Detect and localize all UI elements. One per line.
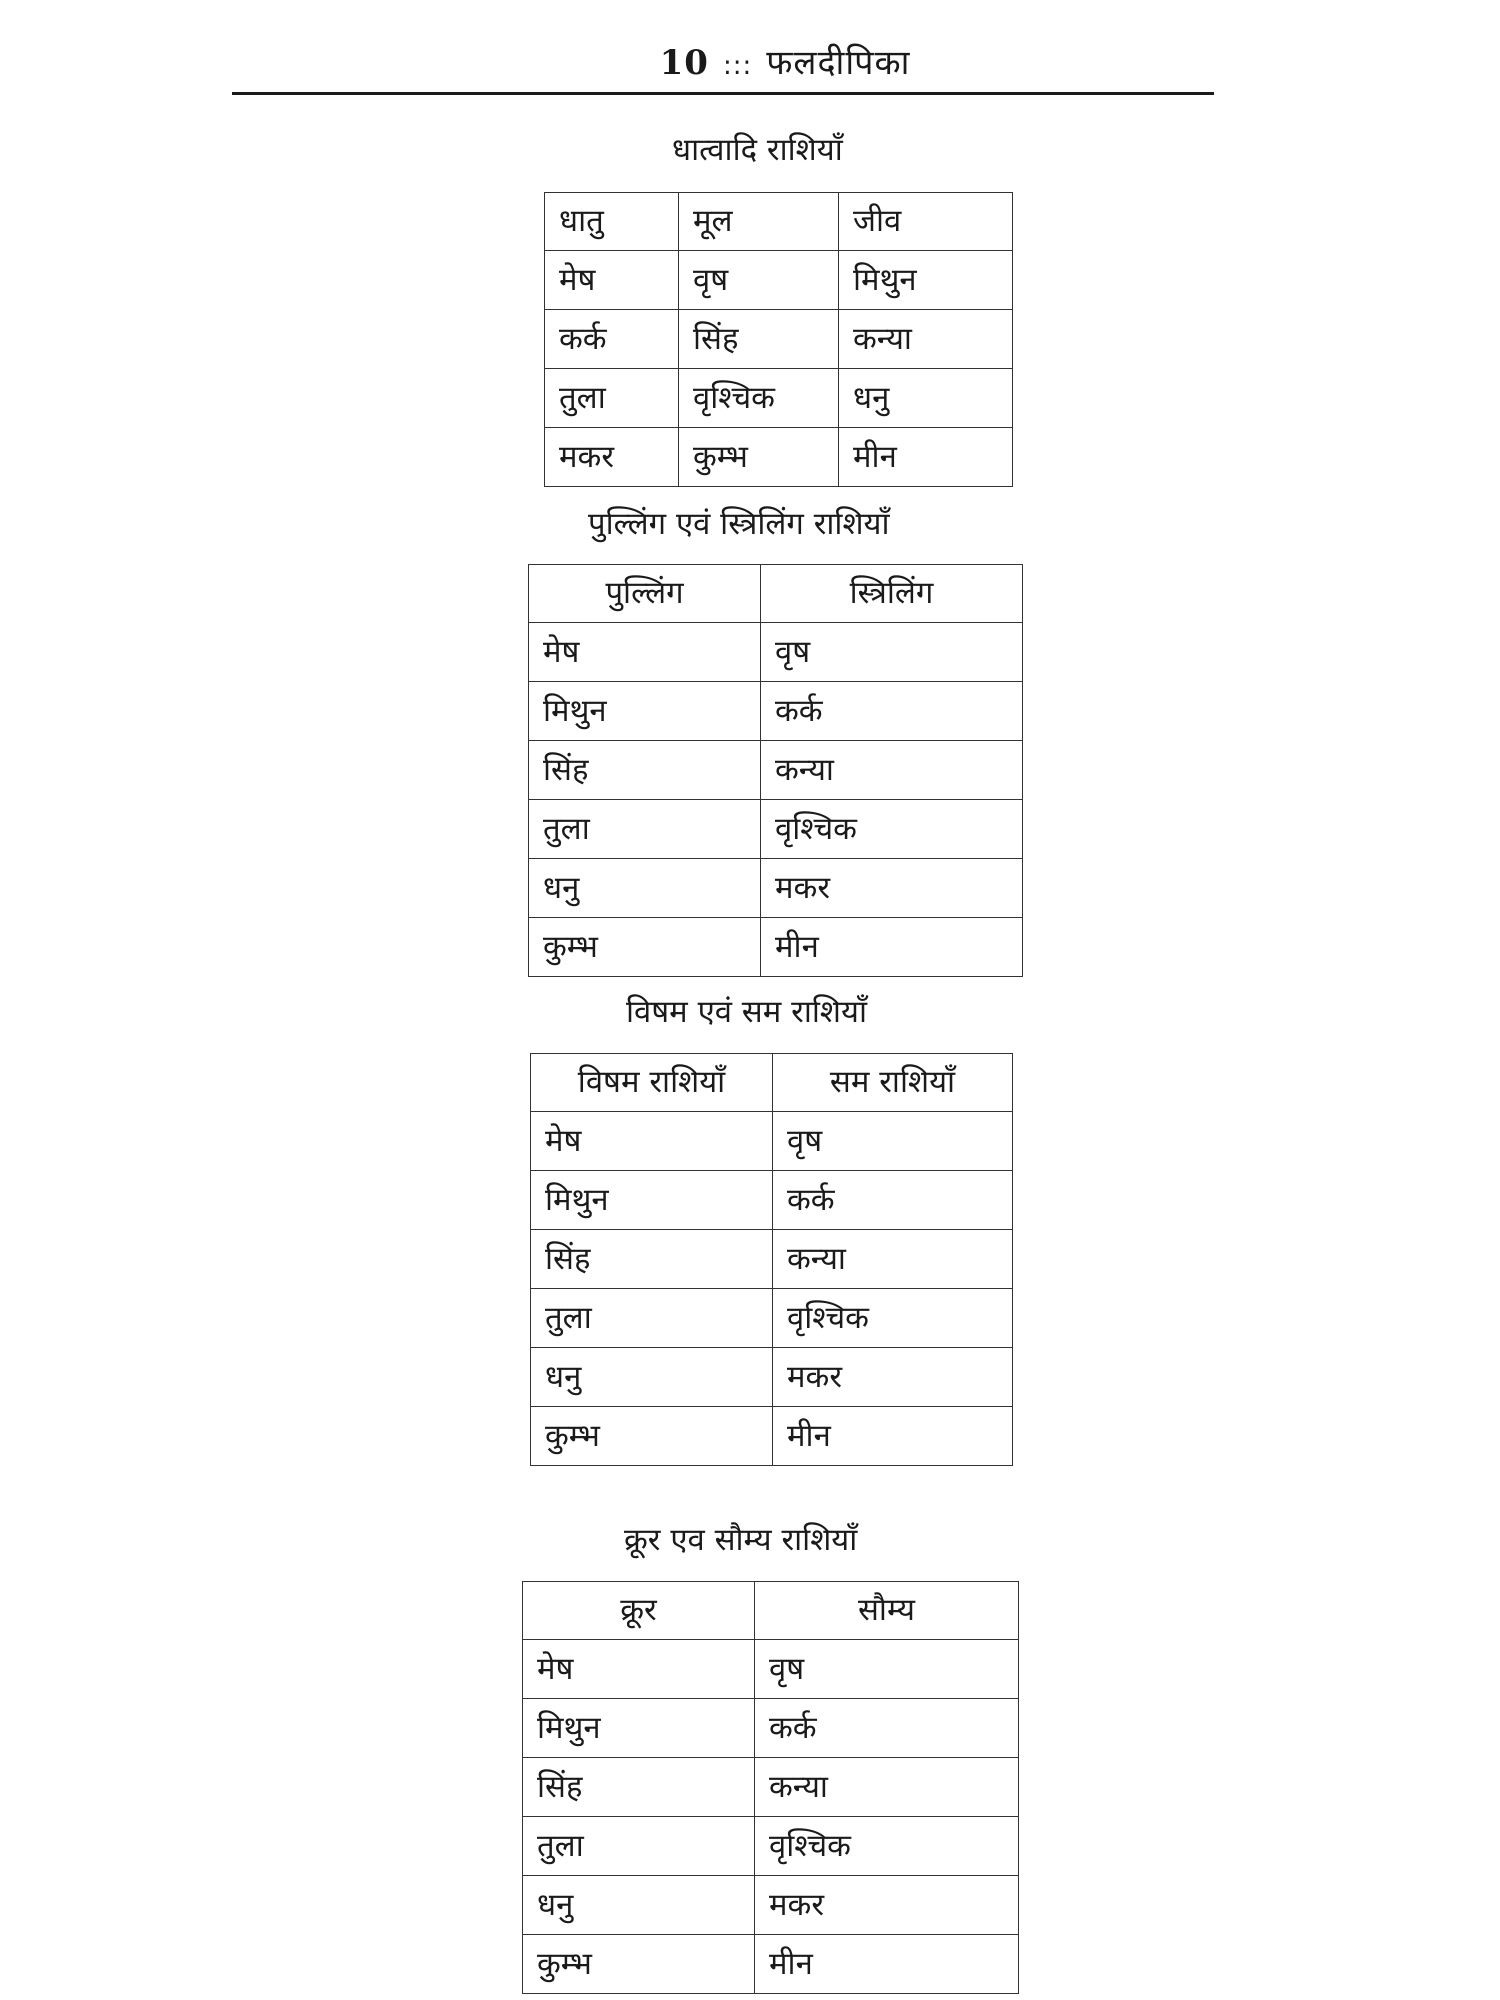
table-cell: सिंह bbox=[529, 741, 761, 800]
table-header-cell: जीव bbox=[839, 193, 1013, 251]
table-header-row bbox=[545, 193, 1013, 251]
table-cell: वृष bbox=[755, 1640, 1019, 1699]
table-header-cell: सौम्य bbox=[755, 1582, 1019, 1640]
table-cell: मेष bbox=[545, 251, 679, 310]
table-row bbox=[523, 1817, 1019, 1876]
table-header-cell: पुल्लिंग bbox=[529, 565, 761, 623]
table-cell: तुला bbox=[545, 369, 679, 428]
table-row bbox=[529, 741, 1023, 800]
table-row bbox=[529, 918, 1023, 977]
header-rule bbox=[232, 92, 1214, 95]
table-cell: मेष bbox=[529, 623, 761, 682]
table-cell: धनु bbox=[529, 859, 761, 918]
table-row bbox=[545, 310, 1013, 369]
table-cell: मिथुन bbox=[529, 682, 761, 741]
table-cell: मकर bbox=[545, 428, 679, 487]
table-cell: मेष bbox=[523, 1640, 755, 1699]
table-cell: वृष bbox=[773, 1112, 1013, 1171]
table-cell: कर्क bbox=[755, 1699, 1019, 1758]
table-row bbox=[531, 1407, 1013, 1466]
table-cell: कुम्भ bbox=[679, 428, 839, 487]
table-row bbox=[545, 428, 1013, 487]
table-cell: कन्या bbox=[761, 741, 1023, 800]
section-title-odd-even: विषम एवं सम राशियाँ bbox=[626, 994, 867, 1030]
table-cell: कुम्भ bbox=[529, 918, 761, 977]
table-cell: धनु bbox=[523, 1876, 755, 1935]
table-row bbox=[531, 1289, 1013, 1348]
table-row bbox=[531, 1230, 1013, 1289]
table-cell: वृष bbox=[679, 251, 839, 310]
table-row bbox=[545, 369, 1013, 428]
table-header-cell: विषम राशियाँ bbox=[531, 1054, 773, 1112]
table-cell: कन्या bbox=[773, 1230, 1013, 1289]
table-row bbox=[529, 859, 1023, 918]
table-cell: कर्क bbox=[545, 310, 679, 369]
table-row bbox=[545, 251, 1013, 310]
page-number: 10 bbox=[659, 43, 709, 83]
table-cell: मकर bbox=[773, 1348, 1013, 1407]
table-cell: वृश्चिक bbox=[679, 369, 839, 428]
table-odd-even bbox=[530, 1053, 1013, 1466]
table-header-cell: क्रूर bbox=[523, 1582, 755, 1640]
book-title: फलदीपिका bbox=[766, 43, 911, 83]
table-cell: मीन bbox=[839, 428, 1013, 487]
table-header-row bbox=[531, 1054, 1013, 1112]
table-header-cell: धातु bbox=[545, 193, 679, 251]
section-title-dhatvadi: धात्वादि राशियाँ bbox=[672, 132, 843, 168]
table-row bbox=[523, 1935, 1019, 1994]
table-header-cell: सम राशियाँ bbox=[773, 1054, 1013, 1112]
table-cell: मीन bbox=[773, 1407, 1013, 1466]
table-header-row bbox=[523, 1582, 1019, 1640]
table-cell: सिंह bbox=[679, 310, 839, 369]
table-row bbox=[529, 623, 1023, 682]
table-cell: सिंह bbox=[523, 1758, 755, 1817]
table-gender bbox=[528, 564, 1023, 977]
table-cell: मिथुन bbox=[839, 251, 1013, 310]
table-row bbox=[531, 1348, 1013, 1407]
table-row bbox=[531, 1112, 1013, 1171]
table-cell: धनु bbox=[839, 369, 1013, 428]
table-cell: कुम्भ bbox=[523, 1935, 755, 1994]
table-cell: कन्या bbox=[839, 310, 1013, 369]
section-title-cruel-gentle: क्रूर एव सौम्य राशियाँ bbox=[624, 1522, 858, 1558]
table-cell: मेष bbox=[531, 1112, 773, 1171]
table-cell: वृष bbox=[761, 623, 1023, 682]
page-header bbox=[0, 38, 1500, 84]
table-cruel-gentle bbox=[522, 1581, 1019, 1994]
table-row bbox=[531, 1171, 1013, 1230]
table-dhatvadi bbox=[544, 192, 1013, 487]
table-row bbox=[523, 1758, 1019, 1817]
table-cell: सिंह bbox=[531, 1230, 773, 1289]
table-cell: वृश्चिक bbox=[761, 800, 1023, 859]
table-cell: तुला bbox=[523, 1817, 755, 1876]
table-row bbox=[523, 1876, 1019, 1935]
table-cell: मीन bbox=[761, 918, 1023, 977]
table-header-cell: स्त्रिलिंग bbox=[761, 565, 1023, 623]
table-cell: कन्या bbox=[755, 1758, 1019, 1817]
table-row bbox=[529, 800, 1023, 859]
table-cell: कर्क bbox=[773, 1171, 1013, 1230]
table-header-cell: मूल bbox=[679, 193, 839, 251]
table-cell: वृश्चिक bbox=[773, 1289, 1013, 1348]
table-row bbox=[529, 682, 1023, 741]
table-cell: तुला bbox=[529, 800, 761, 859]
table-row bbox=[523, 1699, 1019, 1758]
table-cell: कुम्भ bbox=[531, 1407, 773, 1466]
table-cell: तुला bbox=[531, 1289, 773, 1348]
header-separator: ::: bbox=[722, 51, 753, 81]
table-row bbox=[523, 1640, 1019, 1699]
table-cell: मिथुन bbox=[523, 1699, 755, 1758]
table-cell: मीन bbox=[755, 1935, 1019, 1994]
table-cell: कर्क bbox=[761, 682, 1023, 741]
table-cell: मकर bbox=[761, 859, 1023, 918]
table-cell: धनु bbox=[531, 1348, 773, 1407]
section-title-gender: पुल्लिंग एवं स्त्रिलिंग राशियाँ bbox=[588, 506, 890, 542]
table-header-row bbox=[529, 565, 1023, 623]
table-cell: वृश्चिक bbox=[755, 1817, 1019, 1876]
table-cell: मकर bbox=[755, 1876, 1019, 1935]
table-cell: मिथुन bbox=[531, 1171, 773, 1230]
